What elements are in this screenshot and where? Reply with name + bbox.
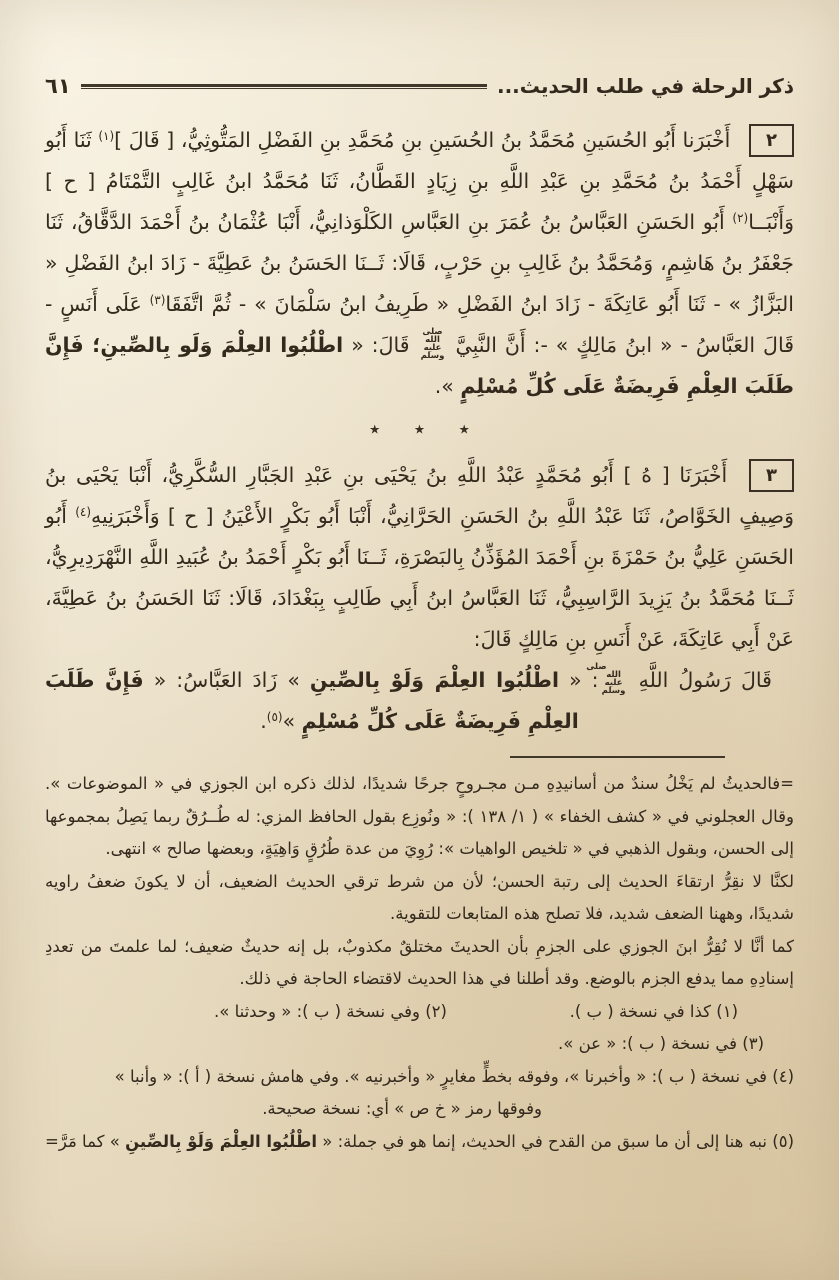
- header-double-rule: [81, 84, 487, 89]
- footnotes-block: [45, 768, 794, 1158]
- hadith-text: فَإِنَّ طَلَبَ العِلْمِ فَرِيضَةٌ عَلَى كُلِّ مُسْلِمٍ: [45, 668, 579, 733]
- footnote-row: [45, 996, 794, 1029]
- footnote-5-text: (٥) نبه هنا إلى أن ما سبق من القدح في الحديث، إنما هو في جملة: «: [322, 1131, 794, 1151]
- running-title: ذكر الرحلة في طلب الحديث...: [496, 74, 794, 98]
- hadith-text: اطْلُبُوا العِلْمَ وَلَو بِالصِّينِ؛ فَإِنَّ طَلَبَ العِلْمِ فَرِيضَةٌ عَلَى كُلِّ مُسْلِمٍ: [45, 333, 794, 398]
- hadith-entry-3: [45, 455, 794, 660]
- footnote-5: [45, 1126, 794, 1159]
- prophet-honorific-icon: صلى الله عليه وسلم: [420, 327, 445, 361]
- footnote-ref-5: (٥): [266, 710, 283, 724]
- quote-close: »: [282, 709, 296, 733]
- footnote-2: (٢) وفي نسخة ( ب ): « وحدثنا ».: [213, 1001, 447, 1021]
- quote-close: ».: [434, 374, 454, 398]
- entry-number-box: ٣: [749, 459, 794, 492]
- footnote-ref-2: (٢): [732, 211, 749, 225]
- isnad-text: أَبُو الحَسَنِ عَلِيُّ بنُ حَمْزَةَ بنِ أَحْمَدَ المُؤَذِّنُ بِالبَصْرَةِ، ثَــنَا أَبُو بَكْرٍ أَحْمَدُ بنُ عُبَيدِ اللَّهِ النَّهْرَدِيرِيُّ، ثَــنَا مُحَمَّدُ بنُ يَزِيدَ الرَّاسِبِيُّ، ثَنَا العَبَّاسُ ابنُ أَبِي طَالِبٍ بِبَغْدَادَ، قَالَا: ثَنَا الحَسَنُ بنُ عَطِيَّةَ، عَنْ أَبِي عَاتِكَةَ، عَنْ أَنَسِ بنِ مَالِكٍ قَالَ:: [45, 504, 794, 651]
- quote-intro: قَالَ رَسُولُ اللَّهِ: [638, 668, 772, 692]
- quote-mid: » زَادَ العَبَّاسُ: «: [153, 668, 300, 692]
- footnote-ref-4: (٤): [75, 505, 92, 519]
- entry-number-box: ٢: [749, 124, 794, 157]
- page-number: ٦١: [45, 74, 71, 98]
- section-separator: ٭ ٭ ٭: [369, 417, 470, 441]
- footnote-continuation: =فالحديثُ لم يَخْلُ سندٌ من أسانيدِهِ مـن مجـروحٍ جرحًا شديدًا، لذلك ذكره ابن الجوزي في « الموضوعات ». وقال العجلوني في « كشف الخفاء » ( ١/ ١٣٨ ): « ونُوزِع بقول الحافظ المزي: له طُــرُقٌ ربما يَصِلُ بمجموعها إلى الحسن، وبقول الذهبي في « تلخيص الواهيات »: رُوِيَ من عدة طُرُقٍ وَاهِيَةٍ، وبعضها صالح » انتهى.: [45, 774, 794, 858]
- footnote-1: (١) كذا في نسخة ( ب ).: [569, 1001, 738, 1021]
- page-header: [45, 74, 794, 98]
- hadith-text: اطْلُبُوا العِلْمَ وَلَوْ بِالصِّينِ: [125, 1131, 318, 1151]
- footnote-ref-1: (١): [98, 129, 115, 143]
- isnad-text: عَلَى أَنَسٍ - قَالَ العَبَّاسُ - « ابنُ مَالِكٍ » -: أَنَّ النَّبِيَّ: [45, 292, 794, 357]
- footnote-comment: لكنَّا لا نقِرُّ ارتقاءَ الحديث إلى رتبة الحسن؛ لأن من شرط ترقي الحديث الضعيف، أن لا يكونَ ضعفُ راويه شديدًا، وههنا الضعف شديد، فلا تصلح هذه المتابعات للتقوية.: [45, 871, 794, 923]
- period: .: [260, 709, 267, 733]
- footnote-5-tail: » كما مَرَّ=: [45, 1131, 120, 1151]
- main-text: [45, 120, 794, 742]
- footnote-4-continuation: وفوقها رمز « خ ص » أي: نسخة صحيحة.: [262, 1099, 542, 1118]
- isnad-text: ثَنَا أَبُو سَهْلٍ أَحْمَدُ بنُ مُحَمَّدِ بنِ عَبْدِ اللَّهِ بنِ زِيَادٍ القَطَّانُ، ثَنَا مُحَمَّدُ ابنُ غَالِبٍ التَّمْتَامُ [ ح ] وَأَنْبَــا: [45, 128, 794, 234]
- quote-colon: : «: [569, 668, 599, 692]
- footnote-4: (٤) في نسخة ( ب ): « وأخبرنا »، وفوقه بخطٍّ مغايرٍ « وأخبرنيه ». وفي هامش نسخة ( أ ): « وأنبا »: [114, 1066, 794, 1086]
- matn-intro: قَالَ: «: [351, 333, 410, 357]
- prophet-honorific-icon: صلى الله عليه وسلم: [586, 662, 626, 696]
- isnad-text: أَخْبَرَنَا [ هُ ] أَبُو مُحَمَّدٍ عَبْدُ اللَّهِ بنُ يَحْيَى بنِ عَبْدِ الجَبَّارِ السُّكَّرِيُّ، أَنْبَا يَحْيَى بنُ وَصِيفٍ الخَوَّاصُ، ثَنَا عَبْدُ اللَّهِ بنُ الحَسَنِ الحَرَّانِيُّ، أَنْبَا أَبُو بَكْرٍ الأَعْيَنُ [ ح ] وَأَخْبَرَنِيهِ: [45, 463, 794, 528]
- footnote-comment: كما أنَّا لا نُقِرُّ ابنَ الجوزي على الجزمِ بأن الحديثَ مختلقٌ مكذوبٌ، بل إنه حديثٌ ضعيف؛ لما علمتَ من تعددِ إسنادِهِ مما يدفع الجزم بالوضع. وقد أطلنا في هذا الحديث لاقتضاء الحاجة في ذلك.: [45, 936, 794, 988]
- footnote-separator-rule: [510, 756, 725, 758]
- hadith-entry-2: [45, 120, 794, 407]
- isnad-text: أَخْبَرَنا أَبُو الحُسَينِ مُحَمَّدُ بنُ الحُسَينِ بنِ مُحَمَّدِ بنِ الفَضْلِ المَتُّوثِيُّ، [ قَالَ ]: [114, 128, 731, 152]
- footnote-3: (٣) في نسخة ( ب ): « عن ».: [558, 1034, 764, 1053]
- footnote-ref-3: (٣): [149, 293, 166, 307]
- hadith-text: اطْلُبُوا العِلْمَ وَلَوْ بِالصِّينِ: [309, 668, 560, 692]
- hadith-quote: [45, 660, 794, 742]
- isnad-text: أَبُو الحَسَنِ العَبَّاسُ بنُ عُمَرَ بنِ العَبَّاسِ الكَلْوَذانِيُّ، أَنْبَا عُثْمَانُ بنُ أَحْمَدَ الدَّقَّاقُ، ثَنَا جَعْفَرُ بنُ هَاشِمٍ، وَمُحَمَّدُ بنُ غَالِبِ بنِ حَرْبٍ، قَالَا: ثَــنَا الحَسَنُ بنُ عَطِيَّةَ - زَادَ ابنُ الفَضْلِ « البَزَّازُ » - ثَنَا أَبُو عَاتِكَةَ - زَادَ ابنُ الفَضْلِ « طَرِيفُ ابنُ سَلْمَانَ » - ثُمَّ اتَّفَقَا: [45, 210, 794, 316]
